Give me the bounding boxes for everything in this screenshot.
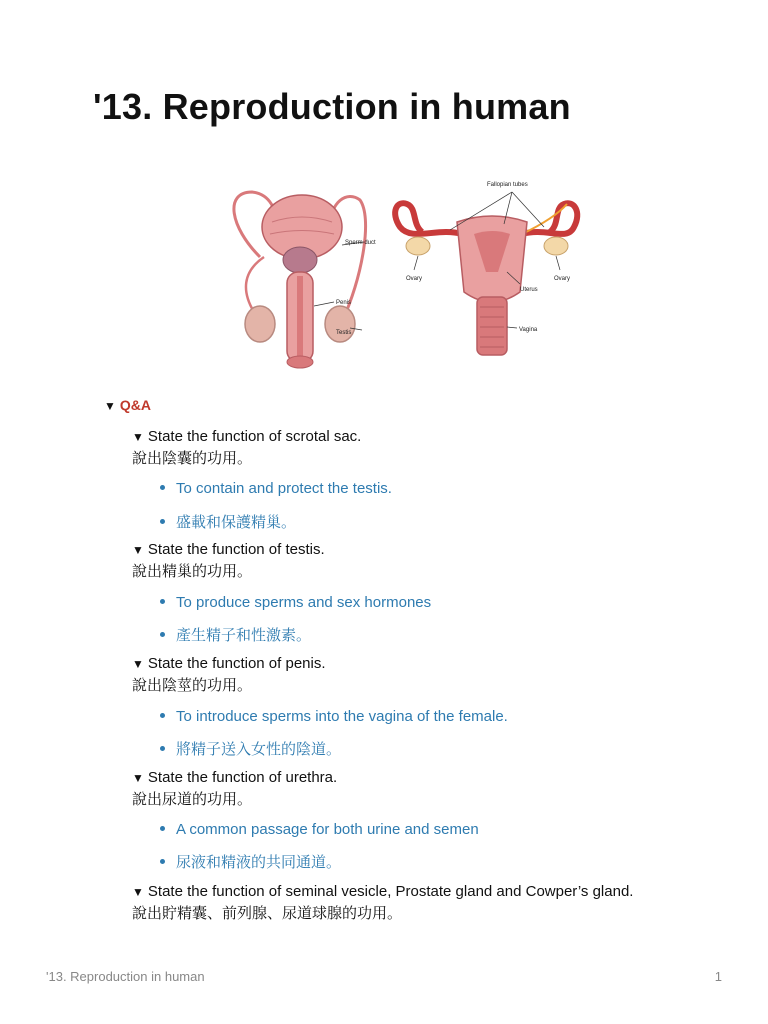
male-reproductive-diagram: [234, 192, 376, 368]
question-toggle[interactable]: [132, 653, 326, 697]
toggle-triangle-icon[interactable]: ▼: [132, 771, 144, 785]
answer-item: [160, 511, 296, 532]
bullet-icon: [160, 826, 165, 831]
question-text-en: State the function of urethra.: [147, 769, 338, 786]
label-ovary-right: Ovary: [554, 276, 571, 282]
question-text-zh: 說出陰莖的功用。: [132, 677, 253, 694]
answer-text: To introduce sperms into the vagina of the female.: [176, 708, 508, 725]
answer-item: [160, 708, 508, 725]
bullet-icon: [160, 632, 165, 637]
toggle-triangle-icon[interactable]: ▼: [132, 885, 144, 899]
page-title: '13. Reproduction in human: [93, 86, 571, 127]
answer-item: [160, 738, 341, 759]
reproductive-system-figure: [222, 172, 594, 372]
answer-text: 產生精子和性激素。: [176, 627, 312, 644]
answer-text: To contain and protect the testis.: [176, 480, 392, 497]
bullet-icon: [160, 713, 165, 718]
question-toggle[interactable]: [132, 539, 325, 583]
question-text-zh: 說出陰囊的功用。: [132, 450, 253, 467]
answer-text: To produce sperms and sex hormones: [176, 594, 432, 611]
answer-text: 尿液和精液的共同通道。: [176, 854, 342, 871]
label-uterus: Uterus: [520, 287, 538, 293]
question-toggle[interactable]: [132, 881, 633, 925]
question-text-en: State the function of penis.: [147, 655, 326, 672]
label-testis: Testis: [336, 330, 352, 336]
answer-item: [160, 821, 479, 838]
answer-item: [160, 594, 431, 611]
answer-text: 盛載和保護精巢。: [176, 514, 297, 531]
label-fallopian-tubes: Fallopian tubes: [487, 182, 528, 188]
qa-toggle[interactable]: [104, 397, 151, 413]
qa-toggle-label: Q&A: [119, 397, 152, 413]
label-sperm-duct: Sperm duct: [345, 240, 376, 246]
question-text-en: State the function of scrotal sac.: [147, 428, 362, 445]
answer-item: [160, 480, 392, 497]
question-text-zh: 說出精巢的功用。: [132, 563, 253, 580]
question-text-en: State the function of seminal vesicle, Prostate gland and Cowper’s gland.: [147, 883, 634, 900]
answer-item: [160, 624, 311, 645]
female-reproductive-diagram: [395, 182, 577, 355]
answer-text: A common passage for both urine and semen: [176, 821, 479, 838]
answer-item: [160, 851, 341, 872]
label-penis: Penis: [336, 300, 352, 306]
question-text-en: State the function of testis.: [147, 541, 325, 558]
label-ovary-left: Ovary: [406, 276, 423, 282]
question-text-zh: 說出貯精囊、前列腺、尿道球腺的功用。: [132, 905, 403, 922]
footer-title: '13. Reproduction in human: [46, 969, 205, 984]
bullet-icon: [160, 859, 165, 864]
question-toggle[interactable]: [132, 426, 361, 470]
toggle-triangle-icon[interactable]: ▼: [132, 430, 144, 444]
toggle-triangle-icon[interactable]: ▼: [104, 399, 116, 413]
label-vagina: Vagina: [519, 327, 538, 333]
bullet-icon: [160, 599, 165, 604]
toggle-triangle-icon[interactable]: ▼: [132, 543, 144, 557]
toggle-triangle-icon[interactable]: ▼: [132, 657, 144, 671]
question-toggle[interactable]: [132, 767, 337, 811]
footer-page-number: 1: [714, 969, 722, 984]
question-text-zh: 說出尿道的功用。: [132, 791, 253, 808]
bullet-icon: [160, 746, 165, 751]
bullet-icon: [160, 485, 165, 490]
answer-text: 將精子送入女性的陰道。: [176, 741, 342, 758]
bullet-icon: [160, 519, 165, 524]
